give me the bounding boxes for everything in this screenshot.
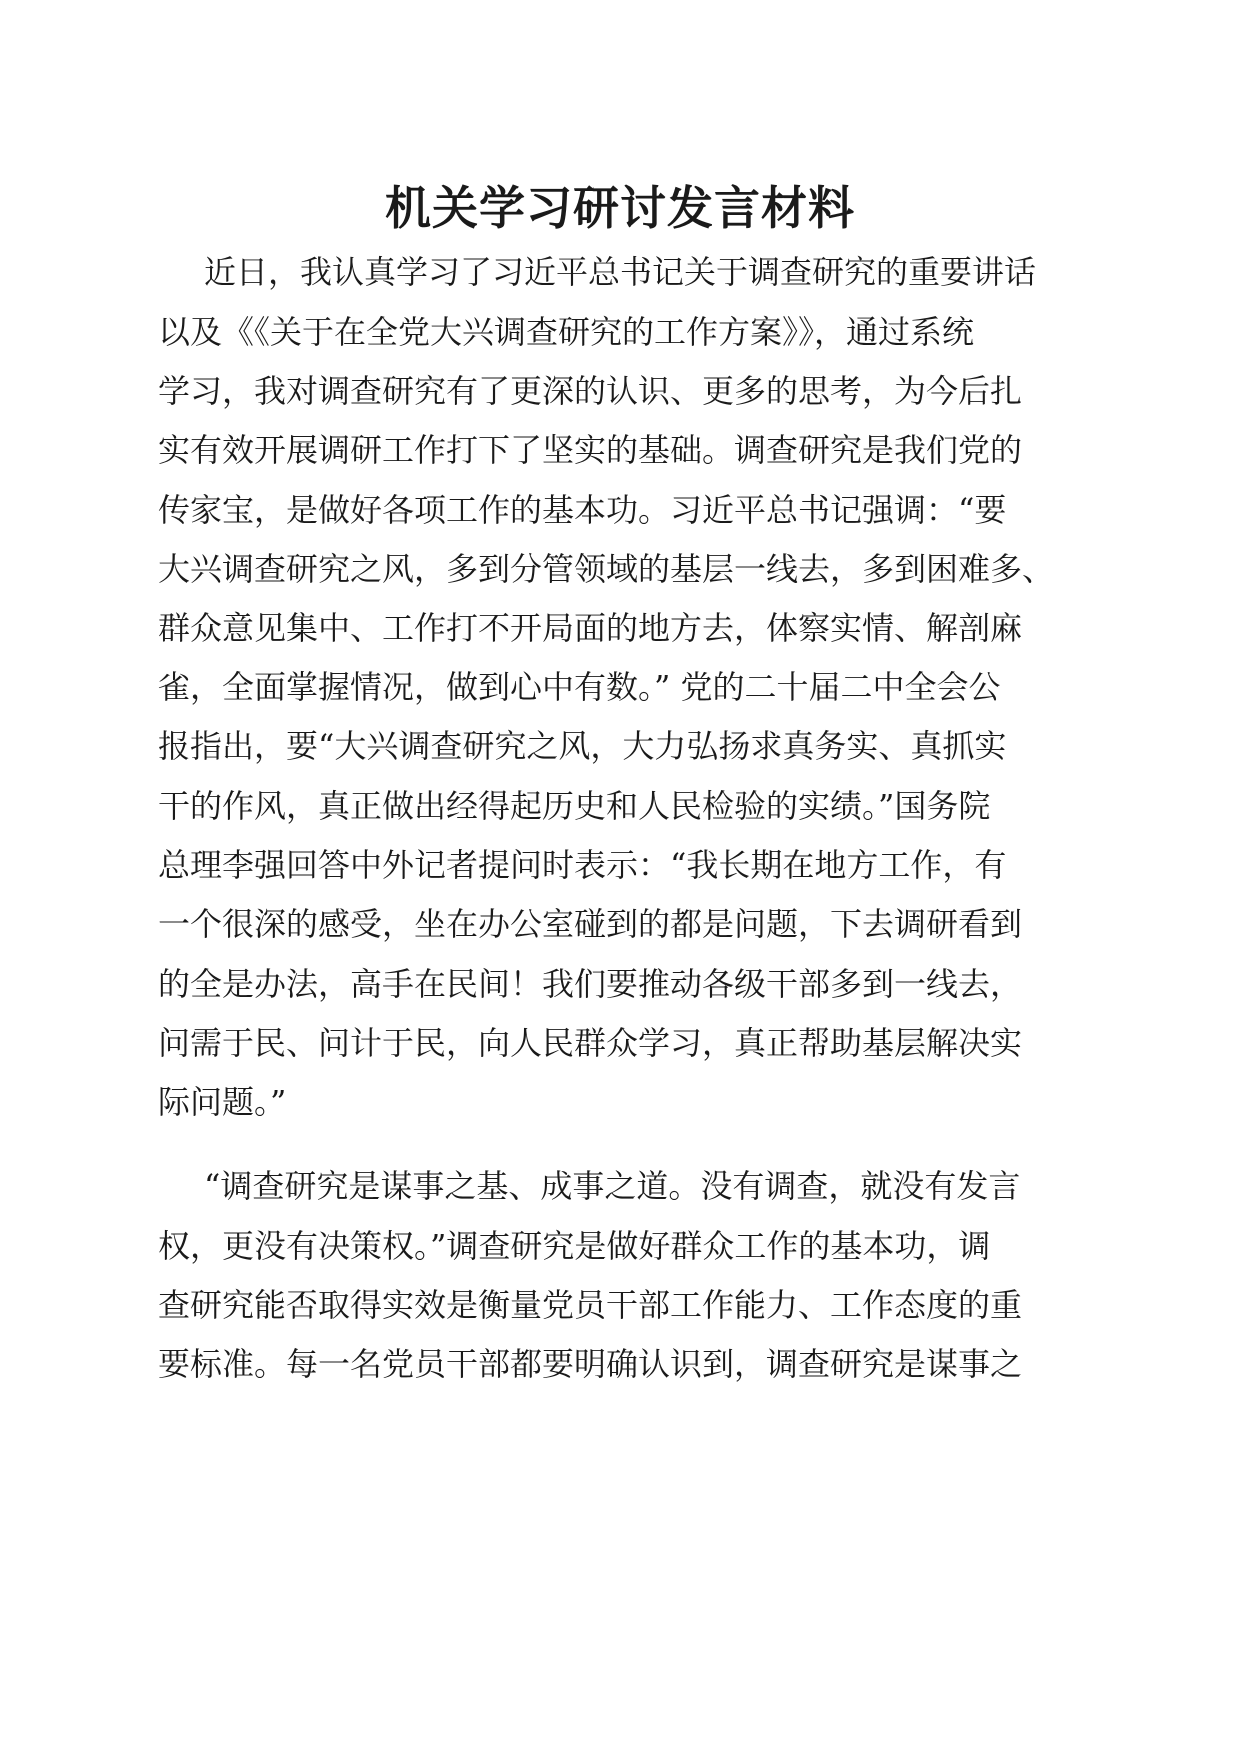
paragraph-1-line-4: 实有效开展调研工作打下了坚实的基础。调查研究是我们党的 xyxy=(158,431,1023,469)
paragraph-2-line-1: “调查研究是谋事之基、成事之道。没有调查，就没有发言 xyxy=(204,1167,1021,1205)
paragraph-2-line-3: 查研究能否取得实效是衡量党员干部工作能力、工作态度的重 xyxy=(158,1286,1023,1324)
paragraph-1-line-7: 群众意见集中、工作打不开局面的地方去，体察实情、解剖麻 xyxy=(158,609,1023,647)
paragraph-1-line-6: 大兴调查研究之风，多到分管领域的基层一线去，多到困难多、 xyxy=(158,550,1055,588)
document-title: 机关学习研讨发言材料 xyxy=(385,181,855,235)
paragraph-1-line-12: 一个很深的感受，坐在办公室碰到的都是问题，下去调研看到 xyxy=(158,905,1023,943)
paragraph-1-line-1: 近日，我认真学习了习近平总书记关于调查研究的重要讲话 xyxy=(204,253,1037,291)
paragraph-1-line-3: 学习，我对调查研究有了更深的认识、更多的思考，为今后扎 xyxy=(158,372,1023,410)
paragraph-1-line-13: 的全是办法，高手在民间！我们要推动各级干部多到一线去， xyxy=(158,965,1023,1003)
paragraph-1-line-15: 际问题。” xyxy=(158,1083,287,1121)
paragraph-1-line-8: 雀，全面掌握情况，做到心中有数。” 党的二十届二中全会公 xyxy=(158,668,1001,706)
paragraph-1-line-14: 问需于民、问计于民，向人民群众学习，真正帮助基层解决实 xyxy=(158,1024,1023,1062)
paragraph-2-line-2: 权，更没有决策权。”调查研究是做好群众工作的基本功，调 xyxy=(158,1227,991,1265)
paragraph-1-line-5: 传家宝，是做好各项工作的基本功。习近平总书记强调：“要 xyxy=(158,491,1007,529)
paragraph-1-line-10: 干的作风，真正做出经得起历史和人民检验的实绩。”国务院 xyxy=(158,787,991,825)
paragraph-1-line-9: 报指出，要“大兴调查研究之风，大力弘扬求真务实、真抓实 xyxy=(158,727,1007,765)
paragraph-1-line-11: 总理李强回答中外记者提问时表示：“我长期在地方工作，有 xyxy=(158,846,1007,884)
paragraph-2-line-4: 要标准。每一名党员干部都要明确认识到，调查研究是谋事之 xyxy=(158,1345,1023,1383)
paragraph-1-line-2: 以及《《关于在全党大兴调查研究的工作方案》》，通过系统 xyxy=(158,313,975,351)
